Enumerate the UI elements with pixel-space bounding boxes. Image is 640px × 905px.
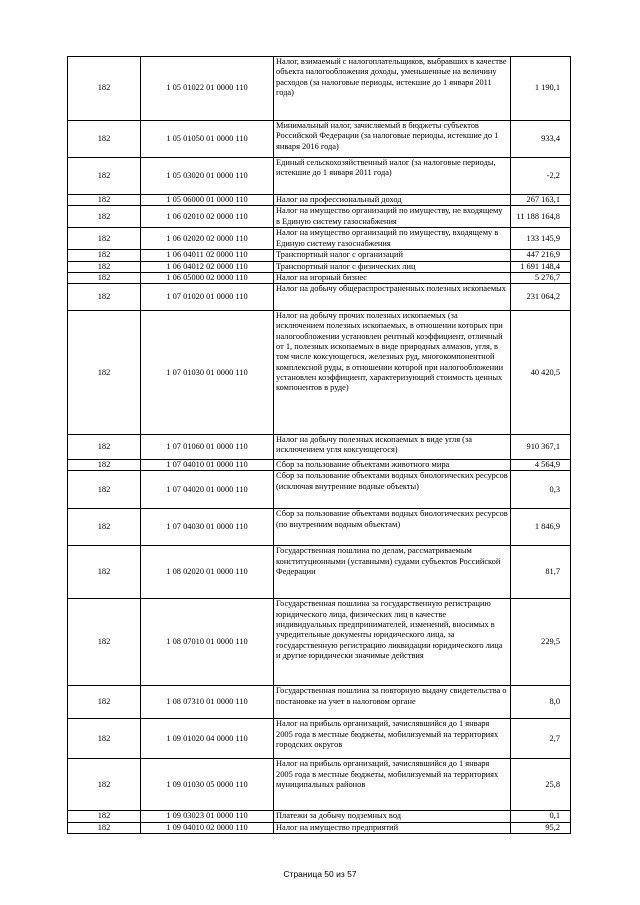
budget-classification-code-cell: 1 06 04012 02 0000 110 xyxy=(141,261,274,272)
amount-cell: 81,7 xyxy=(511,546,571,599)
admin-code-cell: 182 xyxy=(68,272,141,283)
table-row xyxy=(68,311,571,435)
revenue-name-cell: Государственная пошлина по делам, рассматриваемым конституционными (уставными) судами субъектов Российской Федерации xyxy=(274,546,511,599)
amount-cell: 1 691 148,4 xyxy=(511,261,571,272)
admin-code-cell: 182 xyxy=(68,228,141,250)
table-row xyxy=(68,272,571,283)
admin-code-cell: 182 xyxy=(68,206,141,228)
revenue-name-cell: Налог на игорный бизнес xyxy=(274,272,511,283)
amount-cell: 40 420,5 xyxy=(511,311,571,435)
amount-cell: 8,0 xyxy=(511,686,571,719)
admin-code-cell: 182 xyxy=(68,158,141,195)
budget-classification-code-cell: 1 07 01020 01 0000 110 xyxy=(141,284,274,311)
revenue-name-cell: Государственная пошлина за государственную регистрацию юридического лица, физических лиц в качестве индивидуальных предпринимателей, изменений, вносимых в учредительные документы юридического лица, за государственную регистрацию ликвидации юридического лица и другие юридически значимые действия xyxy=(274,599,511,686)
budget-classification-code-cell: 1 06 02010 02 0000 110 xyxy=(141,206,274,228)
table-row xyxy=(68,206,571,228)
amount-cell: 2,7 xyxy=(511,719,571,759)
amount-cell: 1 190,1 xyxy=(511,57,571,121)
budget-classification-code-cell: 1 07 01030 01 0000 110 xyxy=(141,311,274,435)
revenue-name-cell: Налог на имущество организаций по имуществу, входящему в Единую систему газоснабжения xyxy=(274,228,511,250)
amount-cell: 133 145,9 xyxy=(511,228,571,250)
admin-code-cell: 182 xyxy=(68,811,141,822)
admin-code-cell: 182 xyxy=(68,460,141,471)
table-row xyxy=(68,759,571,811)
amount-cell: 1 846,9 xyxy=(511,509,571,546)
table-row xyxy=(68,460,571,471)
table-row xyxy=(68,121,571,158)
admin-code-cell: 182 xyxy=(68,195,141,206)
revenue-name-cell: Налог на добычу общераспространенных полезных ископаемых xyxy=(274,284,511,311)
admin-code-cell: 182 xyxy=(68,250,141,261)
page-number: Страница 50 из 57 xyxy=(283,869,357,879)
table-row xyxy=(68,599,571,686)
revenue-name-cell: Налог на добычу прочих полезных ископаемых (за исключением полезных ископаемых, в отношении которых при налогообложении установлен рентный коэффициент, отличный от 1, полезных ископаемых в виде природных алмазов, угля, в том числе коксующегося, железных руд, многокомпонентной комплексной руды, в отношении которой при налогообложении установлен коэффициент, характеризующий стоимость ценных компонентов в руде) xyxy=(274,311,511,435)
admin-code-cell: 182 xyxy=(68,686,141,719)
revenue-table xyxy=(67,56,571,834)
budget-classification-code-cell: 1 09 01030 05 0000 110 xyxy=(141,759,274,811)
budget-classification-code-cell: 1 07 01060 01 0000 110 xyxy=(141,435,274,460)
revenue-name-cell: Транспортный налог с организаций xyxy=(274,250,511,261)
amount-cell: 0,3 xyxy=(511,471,571,509)
table-row xyxy=(68,195,571,206)
admin-code-cell: 182 xyxy=(68,311,141,435)
revenue-name-cell: Сбор за пользование объектами животного мира xyxy=(274,460,511,471)
table-row xyxy=(68,261,571,272)
budget-classification-code-cell: 1 09 03023 01 0000 110 xyxy=(141,811,274,822)
budget-classification-code-cell: 1 06 05000 02 0000 110 xyxy=(141,272,274,283)
budget-classification-code-cell: 1 07 04020 01 0000 110 xyxy=(141,471,274,509)
revenue-name-cell: Налог на профессиональный доход xyxy=(274,195,511,206)
revenue-table-body xyxy=(68,57,571,834)
budget-classification-code-cell: 1 05 06000 01 0000 110 xyxy=(141,195,274,206)
amount-cell: 0,1 xyxy=(511,811,571,822)
revenue-name-cell: Единый сельскохозяйственный налог (за налоговые периоды, истекшие до 1 января 2011 года) xyxy=(274,158,511,195)
revenue-name-cell: Государственная пошлина за повторную выдачу свидетельства о постановке на учет в налоговом органе xyxy=(274,686,511,719)
table-row xyxy=(68,228,571,250)
table-row xyxy=(68,250,571,261)
revenue-name-cell: Сбор за пользование объектами водных биологических ресурсов (по внутренним водным объектам) xyxy=(274,509,511,546)
budget-classification-code-cell: 1 08 07310 01 0000 110 xyxy=(141,686,274,719)
admin-code-cell: 182 xyxy=(68,822,141,833)
admin-code-cell: 182 xyxy=(68,509,141,546)
admin-code-cell: 182 xyxy=(68,546,141,599)
amount-cell: 25,8 xyxy=(511,759,571,811)
admin-code-cell: 182 xyxy=(68,57,141,121)
amount-cell: 95,2 xyxy=(511,822,571,833)
amount-cell: 933,4 xyxy=(511,121,571,158)
table-row xyxy=(68,822,571,833)
admin-code-cell: 182 xyxy=(68,719,141,759)
table-row xyxy=(68,546,571,599)
budget-classification-code-cell: 1 07 04030 01 0000 110 xyxy=(141,509,274,546)
budget-classification-code-cell: 1 09 04010 02 0000 110 xyxy=(141,822,274,833)
amount-cell: 229,5 xyxy=(511,599,571,686)
amount-cell: 5 276,7 xyxy=(511,272,571,283)
amount-cell: 11 188 164,8 xyxy=(511,206,571,228)
revenue-name-cell: Транспортный налог с физических лиц xyxy=(274,261,511,272)
budget-classification-code-cell: 1 08 02020 01 0000 110 xyxy=(141,546,274,599)
admin-code-cell: 182 xyxy=(68,599,141,686)
revenue-name-cell: Налог на имущество предприятий xyxy=(274,822,511,833)
table-row xyxy=(68,686,571,719)
table-row xyxy=(68,719,571,759)
table-row xyxy=(68,471,571,509)
budget-classification-code-cell: 1 05 01022 01 0000 110 xyxy=(141,57,274,121)
revenue-name-cell: Налог, взимаемый с налогоплательщиков, выбравших в качестве объекта налогообложения доходы, уменьшенные на величину расходов (за налоговые периоды, истекшие до 1 января 2011 года) xyxy=(274,57,511,121)
revenue-name-cell: Налог на добычу полезных ископаемых в виде угля (за исключением угля коксующегося) xyxy=(274,435,511,460)
budget-classification-code-cell: 1 06 04011 02 0000 110 xyxy=(141,250,274,261)
budget-classification-code-cell: 1 05 01050 01 0000 110 xyxy=(141,121,274,158)
table-row xyxy=(68,158,571,195)
revenue-name-cell: Налог на имущество организаций по имуществу, не входящему в Единую систему газоснабжения xyxy=(274,206,511,228)
revenue-name-cell: Сбор за пользование объектами водных биологических ресурсов (исключая внутренние водные объекты) xyxy=(274,471,511,509)
revenue-name-cell: Налог на прибыль организаций, зачислявшийся до 1 января 2005 года в местные бюджеты, мобилизуемый на территориях городских округов xyxy=(274,719,511,759)
admin-code-cell: 182 xyxy=(68,284,141,311)
revenue-name-cell: Платежи за добычу подземных вод xyxy=(274,811,511,822)
admin-code-cell: 182 xyxy=(68,471,141,509)
amount-cell: 267 163,1 xyxy=(511,195,571,206)
table-row xyxy=(68,811,571,822)
admin-code-cell: 182 xyxy=(68,121,141,158)
budget-classification-code-cell: 1 06 02020 02 0000 110 xyxy=(141,228,274,250)
amount-cell: 910 367,1 xyxy=(511,435,571,460)
revenue-name-cell: Налог на прибыль организаций, зачислявшийся до 1 января 2005 года в местные бюджеты, мобилизуемый на территориях муниципальных районов xyxy=(274,759,511,811)
budget-classification-code-cell: 1 05 03020 01 0000 110 xyxy=(141,158,274,195)
amount-cell: 447 216,9 xyxy=(511,250,571,261)
amount-cell: 231 064,2 xyxy=(511,284,571,311)
revenue-name-cell: Минимальный налог, зачисляемый в бюджеты субъектов Российской Федерации (за налоговые периоды, истекшие до 1 января 2016 года) xyxy=(274,121,511,158)
admin-code-cell: 182 xyxy=(68,759,141,811)
budget-classification-code-cell: 1 08 07010 01 0000 110 xyxy=(141,599,274,686)
table-row xyxy=(68,435,571,460)
table-row xyxy=(68,509,571,546)
budget-classification-code-cell: 1 07 04010 01 0000 110 xyxy=(141,460,274,471)
budget-classification-code-cell: 1 09 01020 04 0000 110 xyxy=(141,719,274,759)
admin-code-cell: 182 xyxy=(68,435,141,460)
table-row xyxy=(68,284,571,311)
amount-cell: -2,2 xyxy=(511,158,571,195)
amount-cell: 4 564,9 xyxy=(511,460,571,471)
table-row xyxy=(68,57,571,121)
admin-code-cell: 182 xyxy=(68,261,141,272)
